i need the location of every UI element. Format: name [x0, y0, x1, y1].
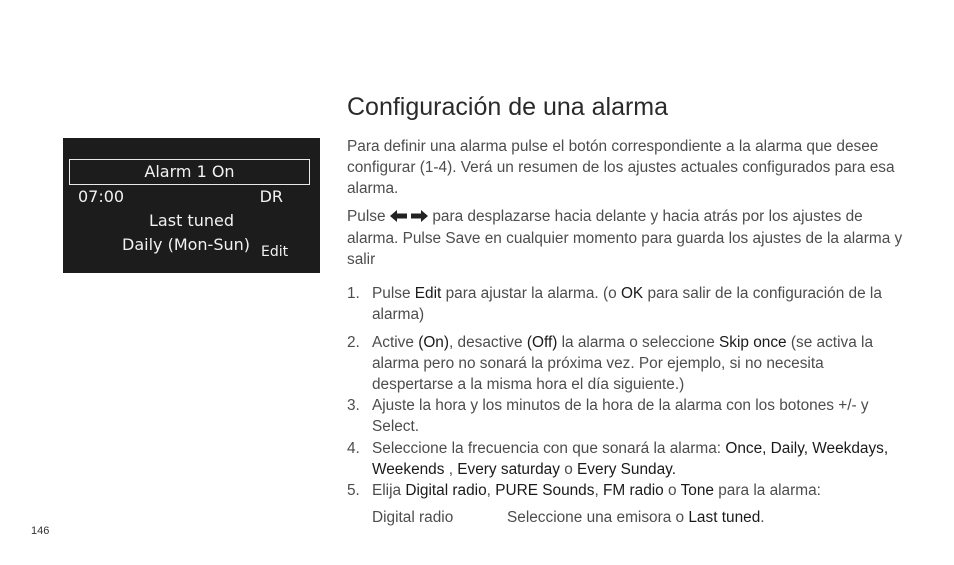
- page-number: 146: [31, 525, 50, 537]
- sub-term: Digital radio: [372, 509, 454, 526]
- display-time: 07:00: [78, 187, 125, 206]
- step-text: Active (On), desactive (Off) la alarma o seleccione Skip once (se activa la alarma pero no sonará la próxima vez. Por ejemplo, si no necesita despertarse a la misma hora el día siguiente.): [372, 334, 874, 393]
- step-number: 4.: [347, 440, 360, 457]
- page-title: Configuración de una alarma: [347, 93, 669, 121]
- radio-display-screenshot: [63, 138, 320, 273]
- scroll-paragraph: [347, 206, 907, 270]
- sub-description: Seleccione una emisora o Last tuned.: [507, 509, 765, 526]
- step-number: 3.: [347, 397, 360, 414]
- step-text: Pulse Edit para ajustar la alarma. (o OK para salir de la configuración de la alarma): [372, 285, 882, 323]
- step-number: 2.: [347, 334, 360, 351]
- display-edit-label: Edit: [261, 244, 289, 260]
- display-mode: DR: [259, 187, 283, 206]
- scroll-paragraph-before: Pulse: [347, 208, 386, 225]
- step-text: Elija Digital radio, PURE Sounds, FM radio o Tone para la alarma:: [372, 482, 821, 499]
- intro-paragraph: Para definir una alarma pulse el botón correspondiente a la alarma que desee configurar (1-4). Verá un resumen de los ajustes actuales configurados para esa alarma.: [347, 138, 895, 197]
- display-source: Last tuned: [149, 211, 234, 230]
- arrow-right-icon: [411, 207, 428, 228]
- scroll-paragraph-after: para desplazarse hacia delante y hacia atrás por los ajustes de alarma. Pulse Save en cualquier momento para guarda los ajustes de la alarma y salir: [347, 208, 903, 268]
- step-number: 5.: [347, 482, 360, 499]
- step-text: Seleccione la frecuencia con que sonará la alarma: Once, Daily, Weekdays, Weekends , Every saturday o Every Sunday.: [372, 440, 889, 478]
- step-text: Ajuste la hora y los minutos de la hora de la alarma con los botones +/- y Select.: [372, 397, 869, 435]
- display-alarm-line: Alarm 1 On: [69, 159, 310, 185]
- arrow-left-icon: [390, 207, 407, 228]
- display-frequency: Daily (Mon-Sun): [122, 235, 250, 254]
- step-number: 1.: [347, 285, 360, 302]
